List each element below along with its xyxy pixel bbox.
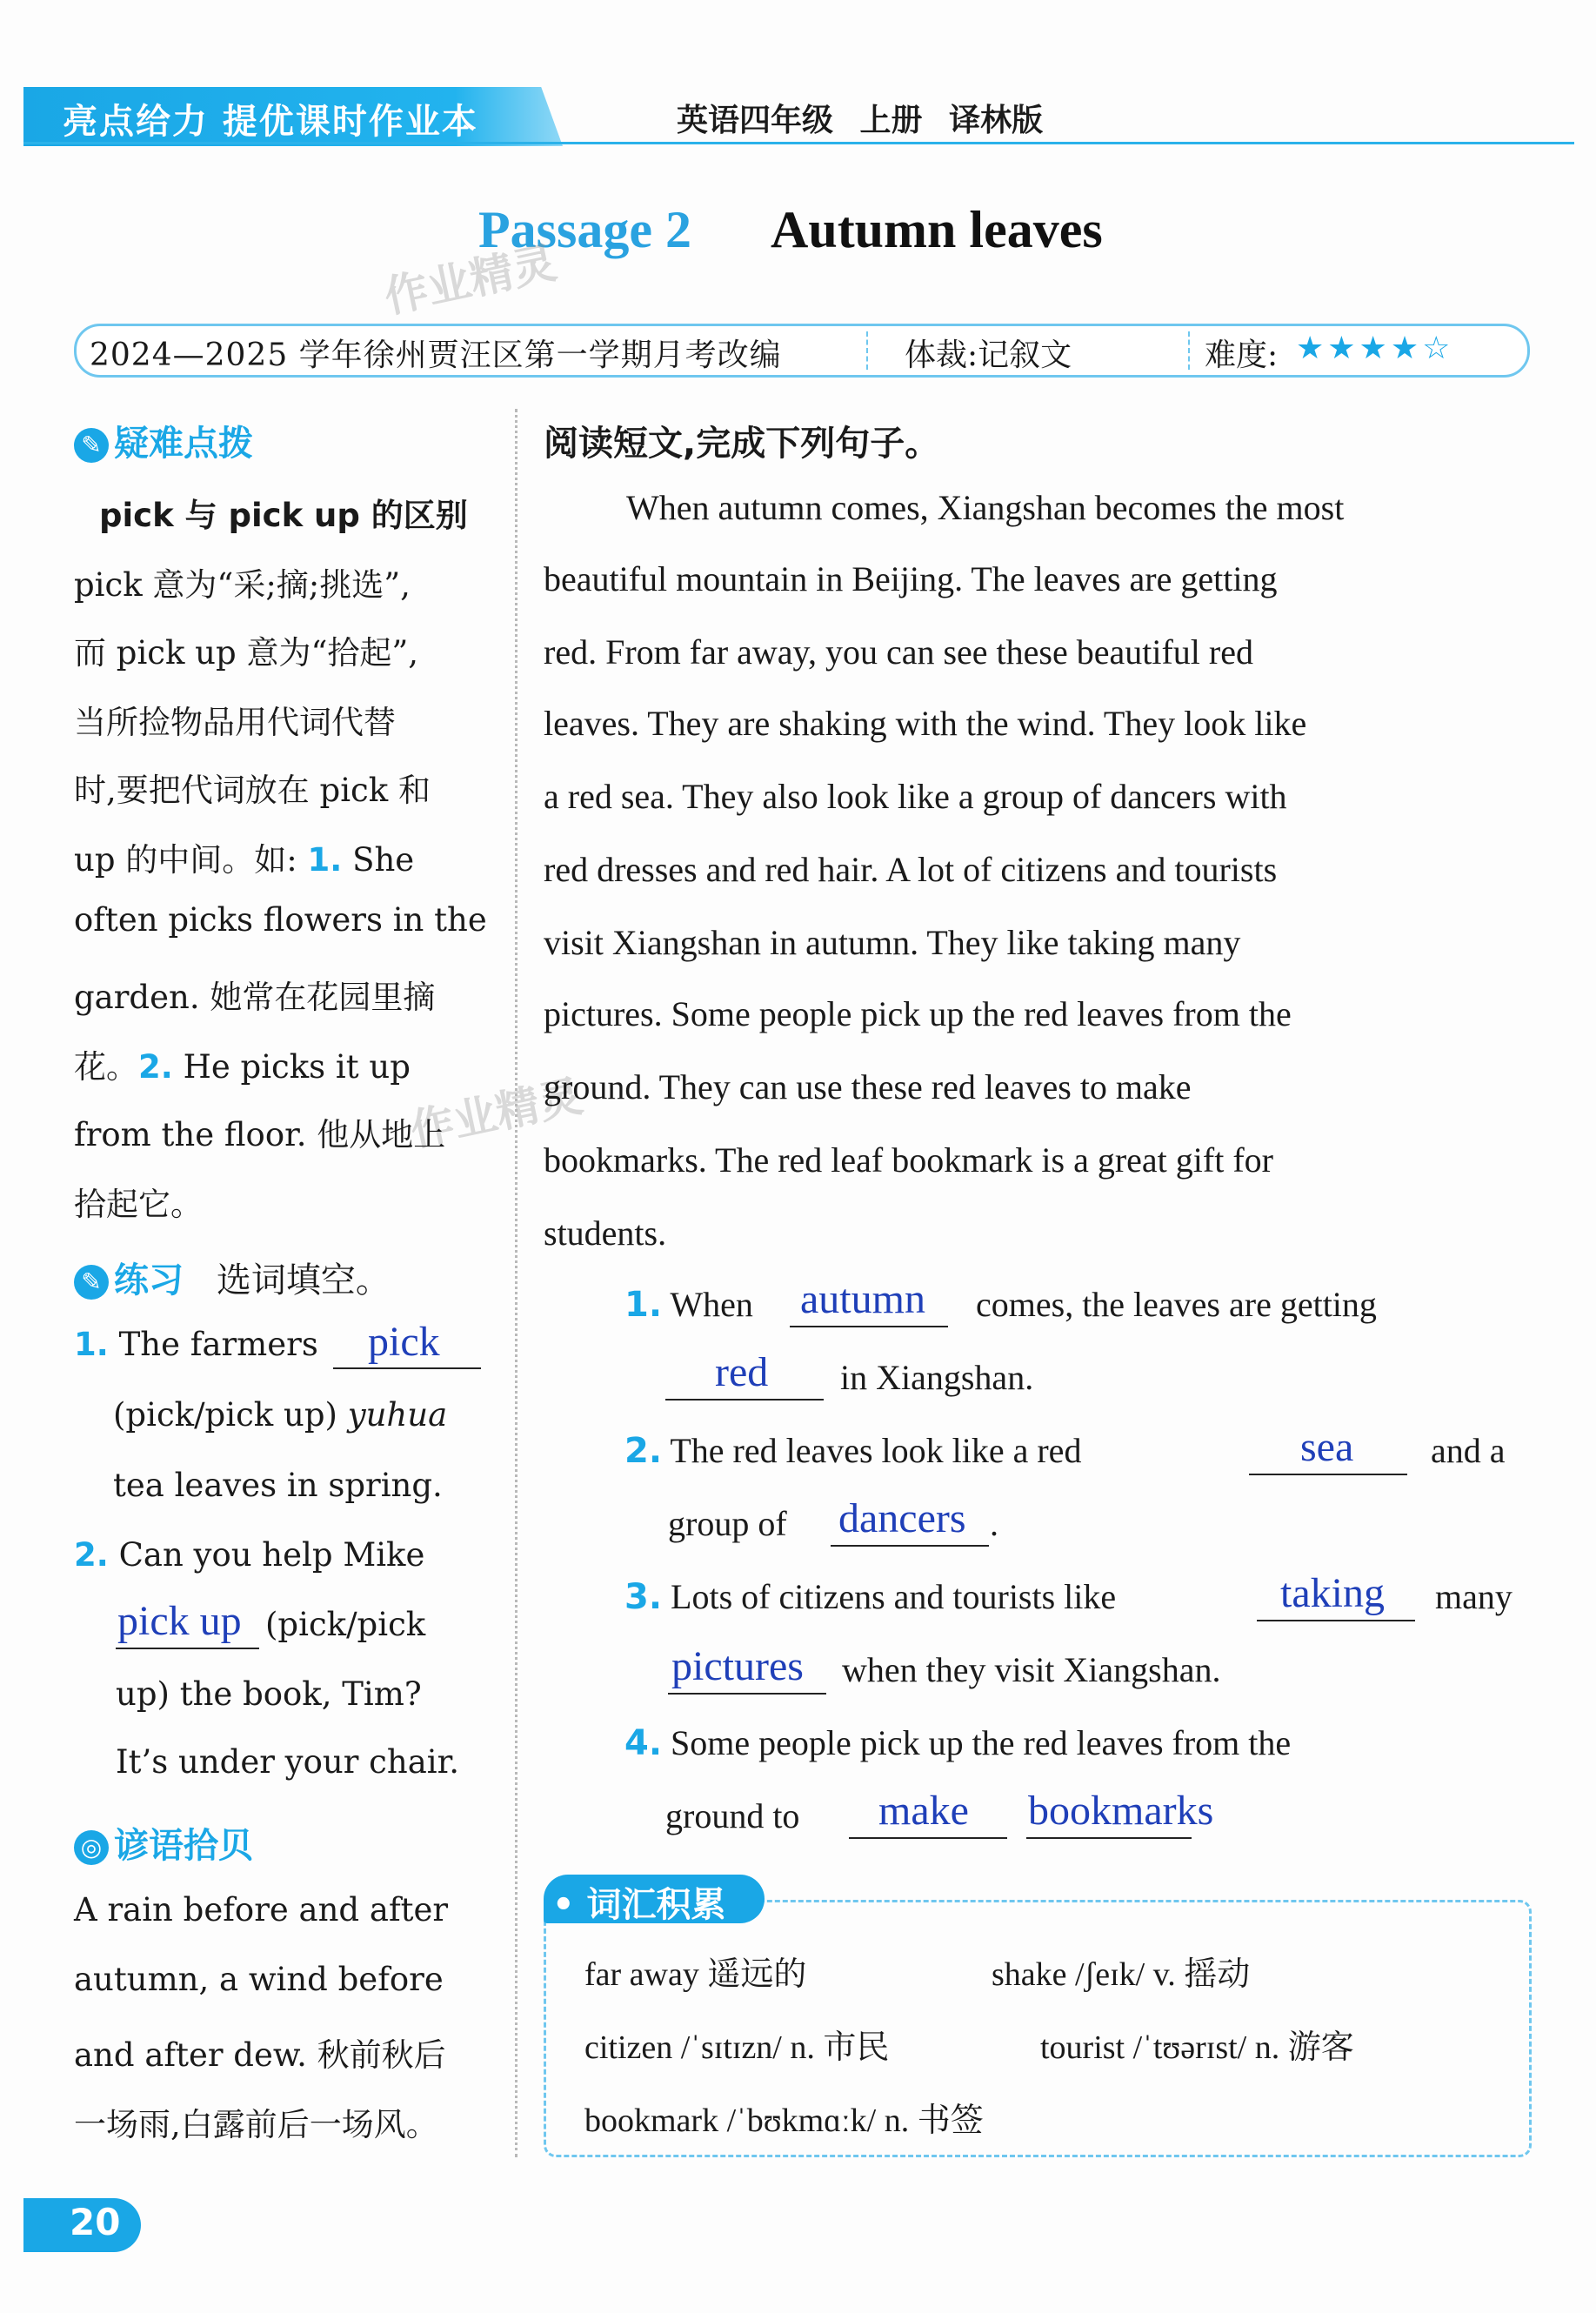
practice-q1-rest: tea leaves in spring. <box>113 1467 443 1504</box>
answer-blank <box>333 1367 481 1369</box>
question-2: 2. The red leaves look like a red <box>624 1431 1082 1471</box>
info-separator <box>1188 331 1190 370</box>
answer-q1: pick <box>368 1319 440 1365</box>
series-title: 亮点给力 提优课时作业本 <box>63 102 478 142</box>
question-3: 3. Lots of citizens and tourists like <box>624 1577 1117 1617</box>
reading-instruction: 阅读短文,完成下列句子。 <box>544 424 940 464</box>
passage-line: a red sea. They also look like a group of dancers with <box>544 777 1287 816</box>
passage-line: When autumn comes, Xiangshan becomes the most <box>626 488 1345 527</box>
practice-q2-rest: It’s under your chair. <box>116 1743 459 1781</box>
question-2-end: . <box>990 1504 998 1543</box>
passage-line: students. <box>544 1213 667 1253</box>
practice-q1-options: (pick/pick up) yuhua <box>113 1396 448 1434</box>
proverb-line: autumn, a wind before <box>74 1961 444 1998</box>
passage-line: pictures. Some people pick up the red leaves from the <box>544 994 1292 1033</box>
passage-line: bookmarks. The red leaf bookmark is a great gift for <box>544 1140 1273 1180</box>
answer-red: red <box>715 1349 769 1395</box>
tip-line: 时,要把代词放在 pick 和 <box>74 772 431 809</box>
proverb-heading: ◎ 谚语拾贝 <box>74 1818 253 1868</box>
tip-line: up 的中间。如: 1. She <box>74 841 415 879</box>
passage-title: Autumn leaves <box>771 201 1103 258</box>
book-info: 英语四年级 上册 译林版 <box>677 103 1044 138</box>
answer-blank <box>790 1326 948 1327</box>
page-number: 20 <box>70 2201 121 2243</box>
genre-text: 体裁:记叙文 <box>905 338 1072 373</box>
tip-line: 而 pick up 意为“拾起”, <box>74 634 419 672</box>
pencil-icon: ✎ <box>74 1265 109 1300</box>
passage-line: leaves. They are shaking with the wind. They look like <box>544 704 1307 743</box>
answer-blank <box>1249 1474 1407 1475</box>
shell-icon: ◎ <box>74 1830 109 1865</box>
practice-q1: 1. The farmers <box>74 1326 318 1363</box>
tip-subtitle: pick 与 pick up 的区别 <box>99 497 468 534</box>
passage-line: red dresses and red hair. A lot of citizens and tourists <box>544 850 1278 889</box>
tip-line: from the floor. 他从地上 <box>74 1116 446 1153</box>
answer-blank <box>668 1693 826 1695</box>
passage-line: beautiful mountain in Beijing. The leaves are getting <box>544 559 1278 598</box>
tip-line: pick 意为“采;摘;挑选”, <box>74 566 411 604</box>
proverb-line: 一场雨,白露前后一场风。 <box>74 2106 438 2143</box>
answer-taking: taking <box>1280 1570 1385 1616</box>
answer-blank <box>831 1545 989 1547</box>
vocab-item: tourist /ˈtʊərɪst/ n. 游客 <box>1040 2029 1354 2066</box>
source-text: 2024—2025 学年徐州贾汪区第一学期月考改编 <box>90 338 782 373</box>
practice-q2-options: up) the book, Tim? <box>116 1675 422 1713</box>
answer-blank <box>1257 1620 1415 1621</box>
tip-heading: ✎ 疑难点拨 <box>74 416 253 465</box>
answer-blank <box>665 1399 824 1401</box>
question-1: 1. When <box>624 1285 753 1325</box>
vocab-item: far away 遥远的 <box>584 1956 807 1993</box>
practice-heading: ✎ 练习 选词填空。 <box>74 1253 391 1302</box>
answer-blank <box>1026 1837 1192 1839</box>
passage-line: visit Xiangshan in autumn. They like taking many <box>544 923 1241 962</box>
answer-blank <box>849 1837 1007 1839</box>
tip-line: garden. 她常在花园里摘 <box>74 979 436 1016</box>
vocab-heading: • 词汇积累 <box>552 1885 726 1925</box>
passage-line: ground. They can use these red leaves to make <box>544 1067 1192 1106</box>
pencil-icon: ✎ <box>74 428 109 463</box>
answer-bookmarks: bookmarks <box>1028 1788 1214 1834</box>
proverb-line: A rain before and after <box>74 1891 449 1929</box>
question-3-end: when they visit Xiangshan. <box>842 1650 1221 1689</box>
tip-line: 当所捡物品用代词代替 <box>74 704 396 741</box>
vocab-item: citizen /ˈsɪtɪzn/ n. 市民 <box>584 2029 890 2066</box>
answer-sea: sea <box>1300 1424 1354 1470</box>
practice-q2-options: (pick/pick <box>265 1606 426 1643</box>
column-divider <box>515 409 518 2157</box>
question-3-cont: many <box>1435 1577 1513 1616</box>
watermark-top: 作业精灵 <box>379 237 561 324</box>
difficulty-label: 难度: <box>1205 338 1279 373</box>
passage-line: red. From far away, you can see these beautiful red <box>544 632 1253 672</box>
tip-line: often picks flowers in the <box>74 901 487 939</box>
vocab-item: shake /ʃeɪk/ v. 摇动 <box>992 1956 1251 1993</box>
watermark-middle: 作业精灵 <box>405 1070 587 1157</box>
answer-q2: pick up <box>117 1598 242 1644</box>
vocab-item: bookmark /ˈbʊkmɑːk/ n. 书签 <box>584 2102 984 2139</box>
tip-line: 花。2. He picks it up <box>74 1048 411 1086</box>
difficulty-stars: ★★★★☆ <box>1296 331 1454 366</box>
answer-autumn: autumn <box>800 1276 925 1322</box>
proverb-line: and after dew. 秋前秋后 <box>74 2036 446 2074</box>
tip-line: 拾起它。 <box>74 1186 203 1223</box>
question-1-cont: comes, the leaves are getting <box>976 1285 1377 1324</box>
question-4: 4. Some people pick up the red leaves from the <box>624 1723 1292 1763</box>
question-4-line2: ground to <box>665 1796 800 1835</box>
header-rule <box>23 142 1574 144</box>
question-1-end: in Xiangshan. <box>840 1358 1034 1397</box>
question-2-line2: group of <box>668 1504 787 1543</box>
answer-make: make <box>878 1788 969 1834</box>
info-separator <box>866 331 868 370</box>
answer-blank <box>116 1648 259 1649</box>
passage-number: Passage 2 <box>478 201 691 258</box>
practice-q2: 2. Can you help Mike <box>74 1536 425 1574</box>
question-2-cont: and a <box>1431 1431 1506 1470</box>
answer-dancers: dancers <box>838 1495 966 1541</box>
answer-pictures: pictures <box>671 1643 804 1689</box>
